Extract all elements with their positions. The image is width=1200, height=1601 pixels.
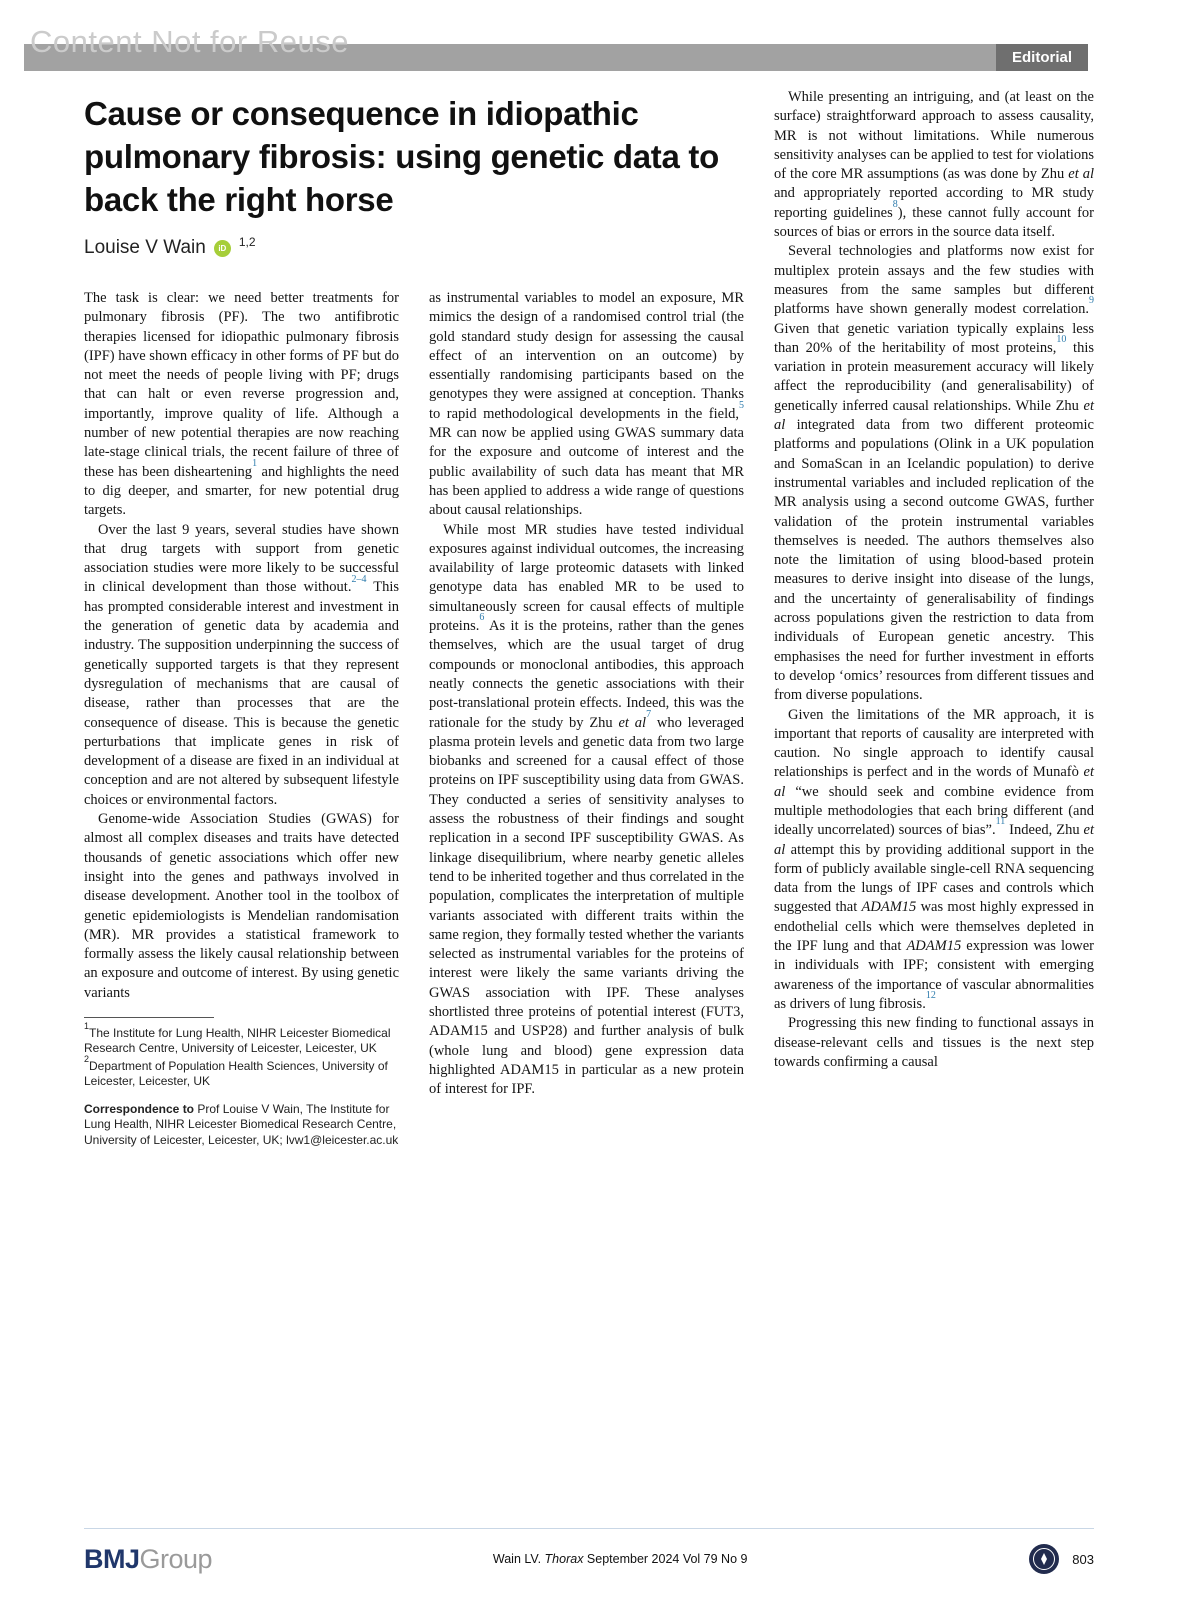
text-column-2 [429,289,744,1150]
author-row [84,237,744,259]
page-footer [84,1528,1094,1575]
footnote-rule [84,1017,214,1018]
bmj-group-logo [84,1544,212,1575]
affiliation-1: $^1$The Institute for Lung Health, NIHR Leicester Biomedical Research Centre, University of Leicester, Leicester, UK [84,1020,391,1056]
orcid-icon[interactable]: iD [214,240,231,257]
column-3-text: While presenting an intriguing, and (at least on the surface) straightforward approach to assess causality, MR is not without limitations. While numerous sensitivity analyses can be applied to test for violations of the core MR assumptions (as was done by Zhu et al and appropriately reported according to MR study reporting guidelines$^8$), these cannot fully account for sources of bias or errors in the source data itself. Several technologies and platforms now exist for multiplex protein assays and the few studies with measures from the same samples but different platforms have shown generally modest correlation.$^9$ Given that genetic variation typically explains less than 20% of the heritability of most proteins,$^{10}$ this variation in protein measurement accuracy will likely affect the reproducibility (and generalisability) of genetically inferred causal relationships. While Zhu et al integrated data from two different proteomic platforms and populations (Olink in a UK population and SomaScan in an Icelandic population) to derive instrumental variables and included replication of the MR analysis using a second outcome GWAS, further validation of the protein instrumental variables themselves is needed. The authors themselves also note the limitation of using blood-based protein measures to derive insight into disease of the lungs, and the uncertainty of generalisability of findings across populations given the restriction to data from individuals of European genetic ancestry. This emphasises the need for further investment in efforts to develop ‘omics’ resources from different tissues and from diverse populations. Given the limitations of the MR approach, it is important that reports of causality are interpreted with caution. No single approach to identify causal relationships is perfect and in the words of Munafò et al “we should seek and combine evidence from multiple methodologies that each bring different (and ideally uncorrelated) sources of bias”.$^{11}$ Indeed, Zhu et al attempt this by providing additional support in the form of publicly available single-cell RNA sequencing data from the lungs of IPF cases and controls which suggested that ADAM15 was most highly expressed in endothelial cells which were themselves depleted in the IPF lung and that ADAM15 expression was lower in individuals with IPF; consistent with emerging awareness of the importance of vascular abnormalities as drivers of lung fibrosis.$^{12}$ Progressing this new finding to functional assays in disease-relevant cells and tissues is the next step towards confirming a causal [774,89,1095,1070]
affiliation-2: $^2$Department of Population Health Sciences, University of Leicester, Leicester, UK [84,1053,388,1089]
author-affiliation-numbers: 1,2 [238,235,256,249]
footer-row [84,1543,1094,1575]
author-name: Louise V Wain [84,237,206,258]
article-content [84,88,1094,1150]
page-number-group [1028,1543,1094,1575]
running-citation: Wain LV. Thorax September 2024 Vol 79 No 9 [492,1552,748,1566]
content-watermark: Content Not for Reuse [30,24,349,59]
title-and-columns-area [84,88,744,1150]
section-label: Editorial [996,44,1088,71]
journal-seal-icon [1028,1543,1060,1575]
column-1-text: The task is clear: we need better treatments for pulmonary fibrosis (PF). The two antifibrotic therapies licensed for idiopathic pulmonary fibrosis (IPF) have shown efficacy in other forms of PF but do not meet the needs of people living with PF; drugs that can halt or even reverse progression and, importantly, improve quality of life. Although a number of new potential therapies are now reaching late-stage clinical trials, the recent failure of three of these has been disheartening$^1$ and highlights the need to dig deeper, and smarter, for new potential drug targets. Over the last 9 years, several studies have shown that drug targets with support from genetic association studies were more likely to be successful in clinical development than those without.$^{2-4}$ This has prompted considerable interest and investment in the generation of genetic data by academia and industry. The supposition underpinning the success of genetically supported targets is that they represent dysregulation of mechanisms that are causal of disease, rather than processes that are the consequence of disease. This is because the genetic perturbations that implicate genes in risk of development of a disease are fixed in an individual at conception and are not altered by subsequent lifestyle choices or environmental factors. Genome-wide Association Studies (GWAS) for almost all complex diseases and traits have detected thousands of genetic associations which offer new insight into the genes and pathways involved in disease development. Another tool in the toolbox of genetic epidemiologists is Mendelian randomisation (MR). MR provides a statistical framework to formally assess the likely causal relationship between an exposure and outcome of interest. By using genetic variants [84,290,400,1001]
footer-rule [84,1528,1094,1529]
correspondence-note: Correspondence to Prof Louise V Wain, The Institute for Lung Health, NIHR Leicester Biomedical Research Centre, University of Leicester, Leicester, UK; lvw1@leicester.ac.uk [84,1101,399,1147]
two-column-block [84,289,744,1150]
text-column-3 [774,88,1094,1150]
text-column-1 [84,289,399,1150]
group-logo-text: Group [139,1543,213,1574]
page-number: 803 [1072,1551,1094,1567]
bmj-logo-text: BMJ [84,1543,140,1574]
column-2-text: as instrumental variables to model an exposure, MR mimics the design of a randomised control trial (the gold standard study design for assessing the causal effect of an intervention on an outcome) by essentially randomising participants based on the genotypes they were assigned at conception. Thanks to rapid methodological developments in the field,$^5$ MR can now be applied using GWAS summary data for the exposure and outcome of interest and the public availability of such data has meant that MR has been applied to address a wide range of questions about causal relationships. While most MR studies have tested individual exposures against individual outcomes, the increasing availability of large proteomic datasets with linked genotype data has enabled MR to be used to simultaneously screen for causal effects of multiple proteins.$^6$ As it is the proteins, rather than the genes themselves, which are the usual target of drug compounds or monoclonal antibodies, this approach neatly connects the genetic associations with their post-translational protein effects. Indeed, this was the rationale for the study by Zhu et al$^7$ who leveraged plasma protein levels and genetic data from two large biobanks and screened for a causal effect of those proteins on IPF susceptibility using data from GWAS. They conducted a series of sensitivity analyses to assess the robustness of their findings and sought replication in a second IPF susceptibility GWAS. As linkage disequilibrium, where nearby genetic alleles tend to be inherited together and thus correlated in the population, complicates the interpretation of multiple variants associated with different traits within the same region, they formally tested whether the variants selected as instrumental variables for the proteins of interest were likely the same variants driving the GWAS association with IPF. These analyses shortlisted three proteins of potential interest (FUT3, ADAM15 and USP28) and further analysis of bulk (whole lung and blood) gene expression data highlighted ADAM15 in particular as a new protein of interest for IPF. [429,290,745,1098]
article-title: Cause or consequence in idiopathic pulmonary fibrosis: using genetic data to back the right horse [84,95,719,218]
footnotes [84,1017,399,1149]
